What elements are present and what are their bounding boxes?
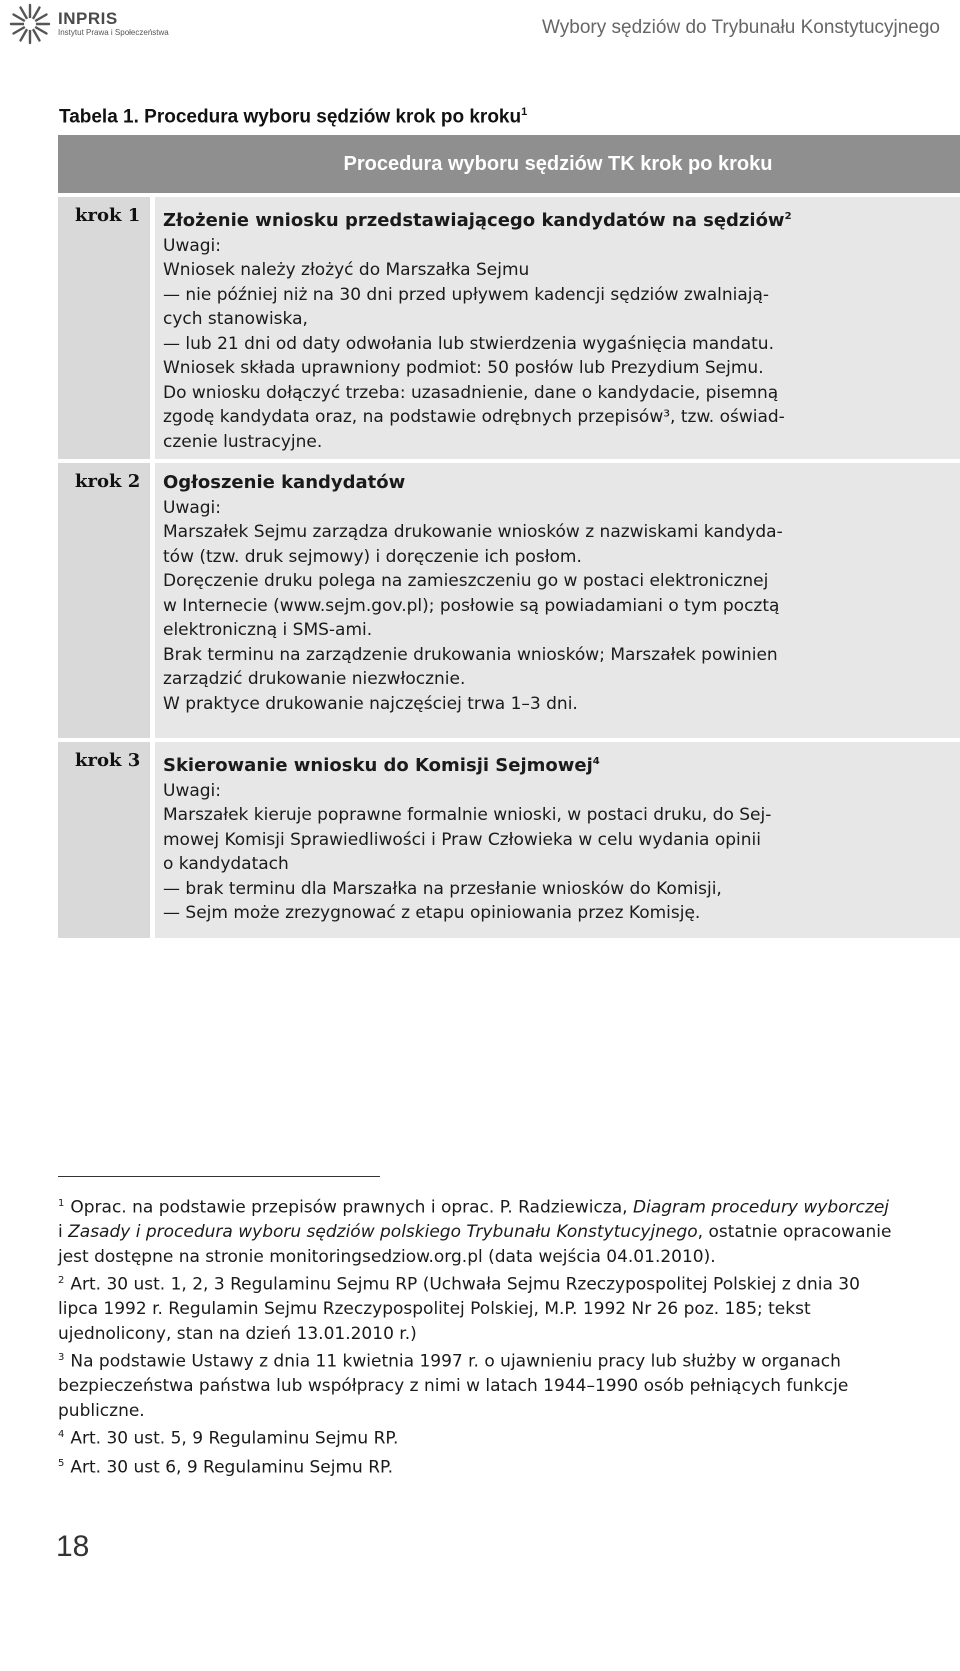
- step-body: [155, 463, 960, 738]
- step-row: [58, 463, 960, 738]
- sunburst-logo-icon: [8, 2, 52, 46]
- step-line: mowej Komisji Sprawiedliwości i Praw Człowieka w celu wydania opinii: [163, 829, 762, 850]
- running-title: Wybory sędziów do Trybunału Konstytucyjnego: [542, 17, 940, 38]
- logo-name: INPRIS: [58, 9, 118, 28]
- step-title: [163, 205, 949, 234]
- step-line: Uwagi:: [163, 780, 222, 801]
- step-line: cych stanowiska,: [163, 309, 308, 329]
- table-caption-text: Tabela 1. Procedura wyboru sędziów krok po kroku: [59, 106, 522, 128]
- footnote-text: , ostatnie opracowanie jest dostępne na stronie monitoringsedziow.org.pl (data wejścia 04.01.2010).: [58, 1222, 892, 1267]
- footnote-2: [58, 1269, 893, 1346]
- step-line: Do wniosku dołączyć trzeba: uzasadnienie, dane o kandydacie, pisemną: [163, 382, 779, 403]
- footnote-text: i: [58, 1222, 69, 1243]
- step-line: zarządzić drukowanie niezwłocznie.: [163, 669, 466, 689]
- step-line: elektroniczną i SMS-ami.: [163, 620, 373, 640]
- step-line: — lub 21 dni od daty odwołania lub stwierdzenia wygaśnięcia mandatu.: [163, 333, 774, 354]
- footnote-ref: 4: [592, 756, 600, 767]
- page-header: [0, 0, 960, 50]
- step-line: o kandydatach: [163, 854, 289, 874]
- step-line: Wniosek składa uprawniony podmiot: 50 posłów lub Prezydium Sejmu.: [163, 358, 764, 378]
- footnote-divider: [58, 1176, 380, 1177]
- step-title-text: Skierowanie wniosku do Komisji Sejmowej: [163, 755, 593, 776]
- step-line: W praktyce drukowanie najczęściej trwa 1–3 dni.: [163, 693, 578, 714]
- step-line: — brak terminu dla Marszałka na przesłanie wniosków do Komisji,: [163, 878, 722, 899]
- footnote-number: 2: [58, 1275, 65, 1287]
- footnote-ref: 1: [521, 106, 528, 118]
- step-label: krok 3: [58, 742, 150, 938]
- step-body: [155, 197, 960, 459]
- step-label: krok 2: [58, 463, 150, 738]
- step-body: [155, 742, 960, 938]
- footnotes: [58, 1192, 893, 1480]
- step-label: krok 1: [58, 197, 150, 459]
- footnote-text: Na podstawie Ustawy z dnia 11 kwietnia 1997 r. o ujawnieniu pracy lub służby w organach bezpieczeństwa państwa lub współpracy z nimi w latach 1944–1990 osób pełniących funkcje publiczne.: [58, 1351, 849, 1421]
- step-line: Marszałek Sejmu zarządza drukowanie wniosków z nazwiskami kandyda-: [163, 522, 783, 542]
- footnote-number: 1: [58, 1198, 65, 1209]
- footnote-number: 5: [58, 1457, 65, 1469]
- footnote-text: Art. 30 ust. 5, 9 Regulaminu Sejmu RP.: [70, 1429, 399, 1450]
- procedure-table: [58, 135, 960, 938]
- step-line: Marszałek kieruje poprawne formalnie wnioski, w postaci druku, do Sej-: [163, 805, 772, 825]
- step-line: w Internecie (www.sejm.gov.pl); posłowie są powiadamiani o tym pocztą: [163, 595, 780, 616]
- step-line: — Sejm może zrezygnować z etapu opiniowania przez Komisję.: [163, 903, 701, 923]
- step-title-text: Ogłoszenie kandydatów: [163, 472, 406, 493]
- footnote-3: [58, 1346, 893, 1423]
- footnote-1: [58, 1192, 893, 1269]
- footnote-text: Oprac. na podstawie przepisów prawnych i oprac. P. Radziewicza,: [70, 1197, 633, 1218]
- step-line: czenie lustracyjne.: [163, 431, 323, 452]
- footnote-number: 3: [58, 1352, 65, 1364]
- inpris-logo: [8, 2, 169, 46]
- step-line: Uwagi:: [163, 497, 222, 518]
- step-line: Uwagi:: [163, 235, 222, 256]
- footnote-number: 4: [58, 1429, 65, 1441]
- footnote-ref: 2: [784, 211, 792, 222]
- table-caption: [59, 106, 527, 128]
- table-heading: Procedura wyboru sędziów TK krok po kroku: [58, 135, 960, 193]
- logo-subtitle: Instytut Prawa i Społeczeństwa: [58, 28, 169, 37]
- step-line: Doręczenie druku polega na zamieszczeniu go w postaci elektronicznej: [163, 571, 769, 591]
- step-line: Wniosek należy złożyć do Marszałka Sejmu: [163, 260, 530, 280]
- step-line: Brak terminu na zarządzenie drukowania wniosków; Marszałek powinien: [163, 644, 778, 665]
- footnote-italic-title: Zasady i procedura wyboru sędziów polskiego Trybunału Konstytucyjnego: [68, 1222, 698, 1243]
- step-line: — nie później niż na 30 dni przed upływem kadencji sędziów zwalniają-: [163, 284, 770, 305]
- footnote-5: [58, 1452, 893, 1480]
- footnote-text: Art. 30 ust 6, 9 Regulaminu Sejmu RP.: [70, 1457, 394, 1478]
- footnote-text: Art. 30 ust. 1, 2, 3 Regulaminu Sejmu RP (Uchwała Sejmu Rzeczypospolitej Polskiej z dnia 30 lipca 1992 r. Regulamin Sejmu Rzeczypospolitej Polskiej, M.P. 1992 Nr 26 poz. 185; tekst ujednolicony, stan na dzień 13.01.2010 r.): [58, 1274, 860, 1344]
- footnote-4: [58, 1423, 893, 1451]
- step-row: [58, 742, 960, 938]
- step-title: [163, 471, 949, 496]
- step-row: [58, 197, 960, 459]
- footnote-italic-title: Diagram procedury wyborczej: [633, 1197, 889, 1218]
- page-number: 18: [56, 1530, 90, 1563]
- step-title-text: Złożenie wniosku przedstawiającego kandydatów na sędziów: [163, 210, 785, 231]
- step-line: zgodę kandydata oraz, na podstawie odrębnych przepisów³, tzw. oświad-: [163, 407, 785, 427]
- step-title: [163, 750, 949, 779]
- step-line: tów (tzw. druk sejmowy) i doręczenie ich posłom.: [163, 546, 582, 567]
